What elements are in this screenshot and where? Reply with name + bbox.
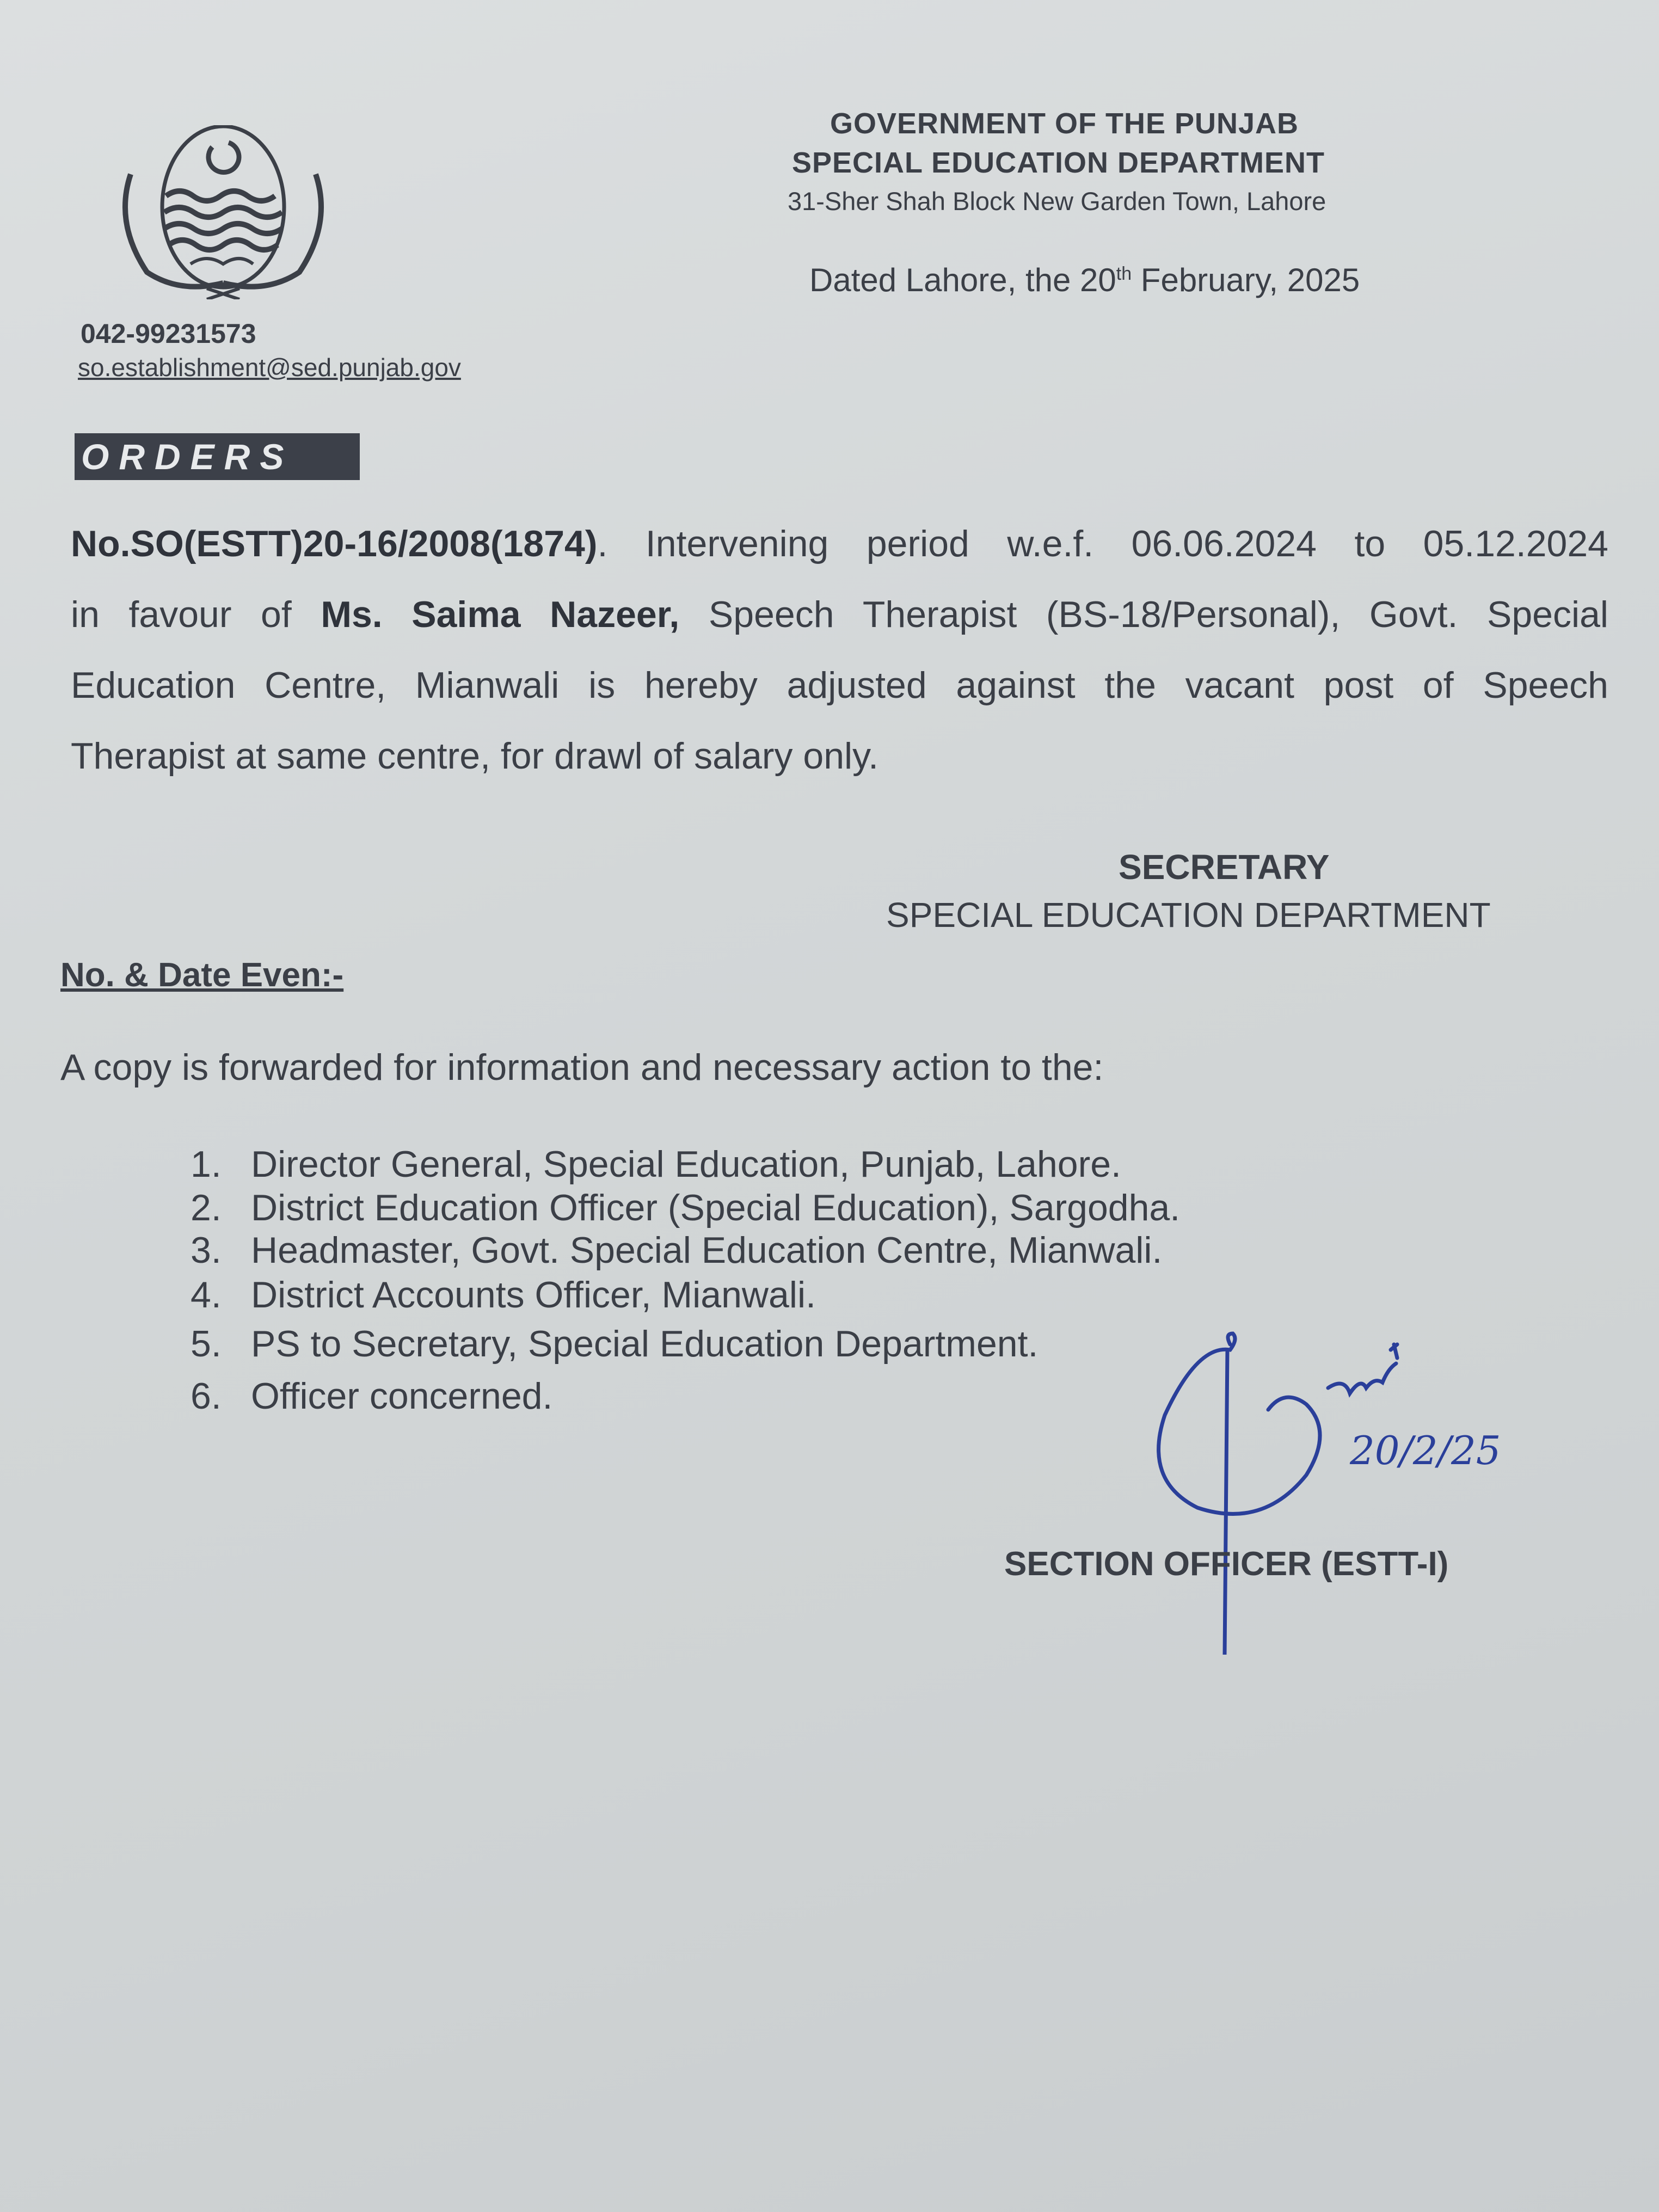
header-government: GOVERNMENT OF THE PUNJAB: [830, 107, 1299, 140]
list-item-number: 6.: [191, 1375, 222, 1417]
orders-label: ORDERS: [75, 433, 360, 480]
document-date: [809, 261, 1360, 299]
email-address: so.establishment@sed.punjab.gov: [78, 353, 461, 382]
order-reference: No.SO(ESTT)20-16/2008(1874): [71, 523, 598, 564]
list-item: Director General, Special Education, Punjab, Lahore.: [251, 1144, 1121, 1185]
order-line-1: [71, 523, 1608, 565]
list-item-number: 1.: [191, 1144, 222, 1185]
list-item-number: 3.: [191, 1230, 222, 1271]
order-line-2-prefix: in favour of: [71, 594, 321, 635]
list-item: PS to Secretary, Special Education Department.: [251, 1323, 1039, 1365]
header-department: SPECIAL EDUCATION DEPARTMENT: [792, 146, 1325, 179]
handwritten-date: 20/2/25: [1350, 1428, 1501, 1473]
list-item: District Accounts Officer, Mianwali.: [251, 1274, 816, 1316]
order-line-1-text: . Intervening period w.e.f. 06.06.2024 to 05.12.2024: [597, 523, 1608, 564]
secretary-department: SPECIAL EDUCATION DEPARTMENT: [886, 895, 1491, 935]
list-item-number: 2.: [191, 1187, 222, 1228]
list-item: Officer concerned.: [251, 1375, 553, 1417]
endorsement-intro: A copy is forwarded for information and necessary action to the:: [60, 1047, 1104, 1088]
order-line-4: Therapist at same centre, for drawl of salary only.: [71, 735, 879, 777]
order-line-2-text: Speech Therapist (BS-18/Personal), Govt. Special: [679, 594, 1608, 635]
endorsement-heading: No. & Date Even:-: [60, 956, 344, 994]
list-item-number: 4.: [191, 1274, 222, 1316]
handwritten-signature: [1121, 1328, 1557, 1655]
phone-number: 042-99231573: [81, 318, 256, 349]
list-item: District Education Officer (Special Education), Sargodha.: [251, 1187, 1181, 1228]
order-line-3: Education Centre, Mianwali is hereby adjusted against the vacant post of Speech: [71, 665, 1608, 706]
section-officer-title: SECTION OFFICER (ESTT-I): [1004, 1545, 1449, 1583]
date-prefix: Dated Lahore, the 20: [809, 262, 1116, 298]
date-suffix-sup: th: [1116, 263, 1132, 284]
secretary-title: SECRETARY: [1119, 847, 1330, 887]
order-line-2: [71, 593, 1608, 636]
punjab-government-emblem: [98, 125, 348, 299]
list-item: Headmaster, Govt. Special Education Centre, Mianwali.: [251, 1230, 1163, 1271]
list-item-number: 5.: [191, 1323, 222, 1365]
header-address: 31-Sher Shah Block New Garden Town, Lahore: [788, 187, 1326, 216]
employee-name: Ms. Saima Nazeer,: [321, 594, 680, 635]
date-rest: February, 2025: [1132, 262, 1360, 298]
